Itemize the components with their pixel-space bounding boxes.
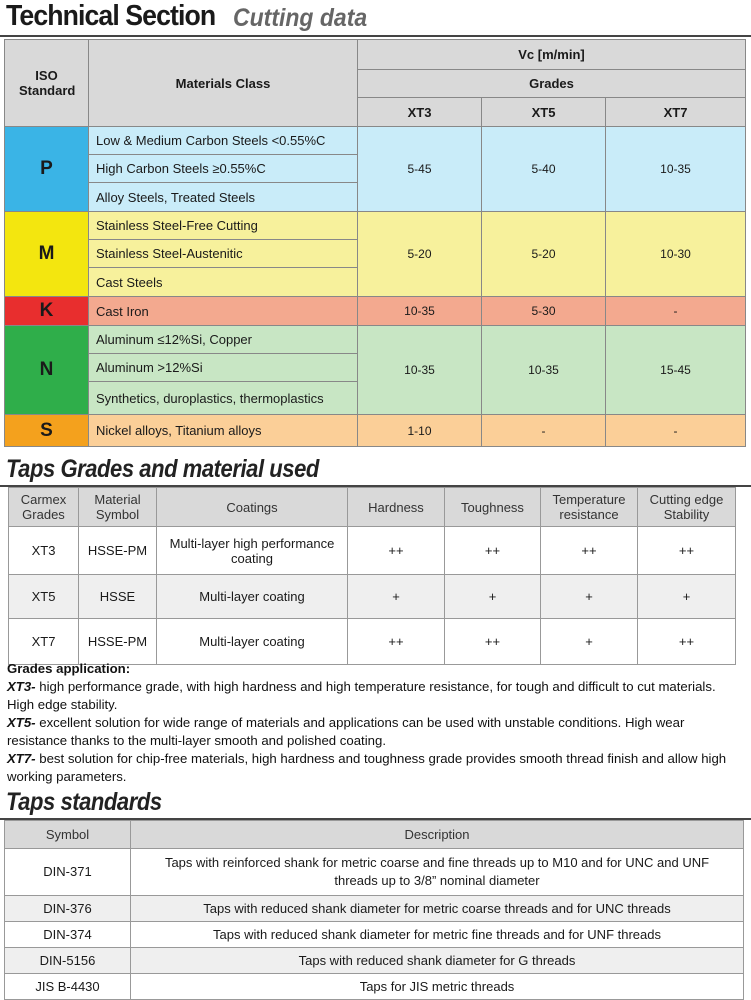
material-class: Low & Medium Carbon Steels <0.55%C [89, 127, 358, 155]
iso-group-k: K [5, 297, 89, 326]
iso-standard-header: ISO Standard [5, 40, 89, 127]
table-cell: Multi-layer coating [157, 575, 348, 619]
column-header: Hardness [348, 488, 445, 527]
column-header: Temperature resistance [541, 488, 638, 527]
taps-standards-heading: Taps standards [6, 788, 162, 816]
table-row [9, 575, 736, 619]
grade-label: XT5- [7, 715, 36, 730]
vc-value: 5-20 [482, 212, 606, 297]
table-cell: XT5 [9, 575, 79, 619]
iso-group-s: S [5, 415, 89, 447]
table-cell: ++ [348, 619, 445, 665]
header-row [5, 821, 744, 849]
table-row [5, 896, 744, 922]
vc-value: 5-20 [358, 212, 482, 297]
grade-description: high performance grade, with high hardness and high temperature resistance, for tough and difficult to cut materials. High edge stability. [7, 679, 716, 712]
table-cell: ++ [541, 527, 638, 575]
table-cell: + [638, 575, 736, 619]
material-row [5, 326, 746, 354]
column-header: Coatings [157, 488, 348, 527]
vc-value: - [482, 415, 606, 447]
material-row [5, 212, 746, 240]
column-header: Description [131, 821, 744, 849]
table-row [9, 619, 736, 665]
material-class: Aluminum >12%Si [89, 354, 358, 382]
table-cell: Multi-layer coating [157, 619, 348, 665]
table-cell: ++ [348, 527, 445, 575]
table-cell: ++ [638, 527, 736, 575]
grades-application [7, 660, 732, 786]
material-class: Nickel alloys, Titanium alloys [89, 415, 358, 447]
page-title: Technical Section [6, 0, 216, 32]
table-cell: + [445, 575, 541, 619]
taps-grades-heading: Taps Grades and material used [6, 455, 319, 483]
grade-label: XT3- [7, 679, 36, 694]
iso-group-m: M [5, 212, 89, 297]
vc-value: 10-35 [358, 297, 482, 326]
divider [0, 35, 751, 37]
grades-header: Grades [358, 70, 746, 98]
standard-description: Taps with reinforced shank for metric coarse and fine threads up to M10 and for UNC and UNF threads up to 3/8” nominal diameter [131, 849, 744, 896]
table-row [5, 948, 744, 974]
material-class: High Carbon Steels ≥0.55%C [89, 155, 358, 183]
table-cell: HSSE-PM [79, 619, 157, 665]
grade-column-header: XT7 [606, 98, 746, 127]
vc-value: 15-45 [606, 326, 746, 415]
header-row [9, 488, 736, 527]
table-cell: ++ [445, 527, 541, 575]
material-class: Stainless Steel-Austenitic [89, 240, 358, 268]
grade-description: excellent solution for wide range of materials and applications can be used with unstable conditions. High wear resistance thanks to the multi-layer smooth and polished coating. [7, 715, 685, 748]
standard-description: Taps with reduced shank diameter for G threads [131, 948, 744, 974]
table-cell: ++ [445, 619, 541, 665]
taps-standards-table [4, 820, 744, 1000]
iso-group-n: N [5, 326, 89, 415]
table-row [9, 527, 736, 575]
material-class: Synthetics, duroplastics, thermoplastics [89, 382, 358, 415]
material-class: Aluminum ≤12%Si, Copper [89, 326, 358, 354]
grade-label: XT7- [7, 751, 36, 766]
vc-value: 1-10 [358, 415, 482, 447]
grade-description: best solution for chip-free materials, high hardness and toughness grade provides smooth thread finish and allow high working parameters. [7, 751, 727, 784]
grade-application-item [7, 714, 732, 750]
material-row [5, 297, 746, 326]
vc-value: 5-30 [482, 297, 606, 326]
grade-application-item [7, 750, 732, 786]
vc-value: - [606, 297, 746, 326]
table-cell: + [348, 575, 445, 619]
table-cell: + [541, 619, 638, 665]
vc-value: 5-45 [358, 127, 482, 212]
cutting-data-table [4, 39, 746, 447]
vc-value: 10-35 [358, 326, 482, 415]
grade-application-item [7, 678, 732, 714]
column-header: Cutting edge Stability [638, 488, 736, 527]
table-cell: XT3 [9, 527, 79, 575]
header-row [5, 40, 746, 70]
table-cell: HSSE [79, 575, 157, 619]
material-class: Cast Iron [89, 297, 358, 326]
standard-symbol: JIS B-4430 [5, 974, 131, 1000]
table-cell: HSSE-PM [79, 527, 157, 575]
vc-value: 10-35 [482, 326, 606, 415]
taps-grades-table [8, 487, 736, 665]
grade-column-header: XT3 [358, 98, 482, 127]
standard-description: Taps for JIS metric threads [131, 974, 744, 1000]
table-row [5, 922, 744, 948]
iso-group-p: P [5, 127, 89, 212]
vc-value: - [606, 415, 746, 447]
material-class: Alloy Steels, Treated Steels [89, 183, 358, 212]
table-cell: XT7 [9, 619, 79, 665]
table-cell: Multi-layer high performance coating [157, 527, 348, 575]
standard-symbol: DIN-376 [5, 896, 131, 922]
vc-header: Vc [m/min] [358, 40, 746, 70]
page-subtitle: Cutting data [233, 4, 368, 32]
material-row [5, 415, 746, 447]
standard-symbol: DIN-371 [5, 849, 131, 896]
material-class: Cast Steels [89, 268, 358, 297]
standard-description: Taps with reduced shank diameter for metric fine threads and for UNF threads [131, 922, 744, 948]
table-cell: ++ [638, 619, 736, 665]
table-cell: + [541, 575, 638, 619]
grade-column-header: XT5 [482, 98, 606, 127]
column-header: Carmex Grades [9, 488, 79, 527]
vc-value: 10-35 [606, 127, 746, 212]
standard-symbol: DIN-374 [5, 922, 131, 948]
material-row [5, 127, 746, 155]
standard-description: Taps with reduced shank diameter for metric coarse threads and for UNC threads [131, 896, 744, 922]
grades-application-title: Grades application: [7, 661, 131, 676]
column-header: Toughness [445, 488, 541, 527]
standard-symbol: DIN-5156 [5, 948, 131, 974]
vc-value: 10-30 [606, 212, 746, 297]
material-class: Stainless Steel-Free Cutting [89, 212, 358, 240]
table-row [5, 849, 744, 896]
vc-value: 5-40 [482, 127, 606, 212]
page-header [0, 0, 751, 36]
column-header: Material Symbol [79, 488, 157, 527]
column-header: Symbol [5, 821, 131, 849]
table-row [5, 974, 744, 1000]
materials-class-header: Materials Class [89, 40, 358, 127]
